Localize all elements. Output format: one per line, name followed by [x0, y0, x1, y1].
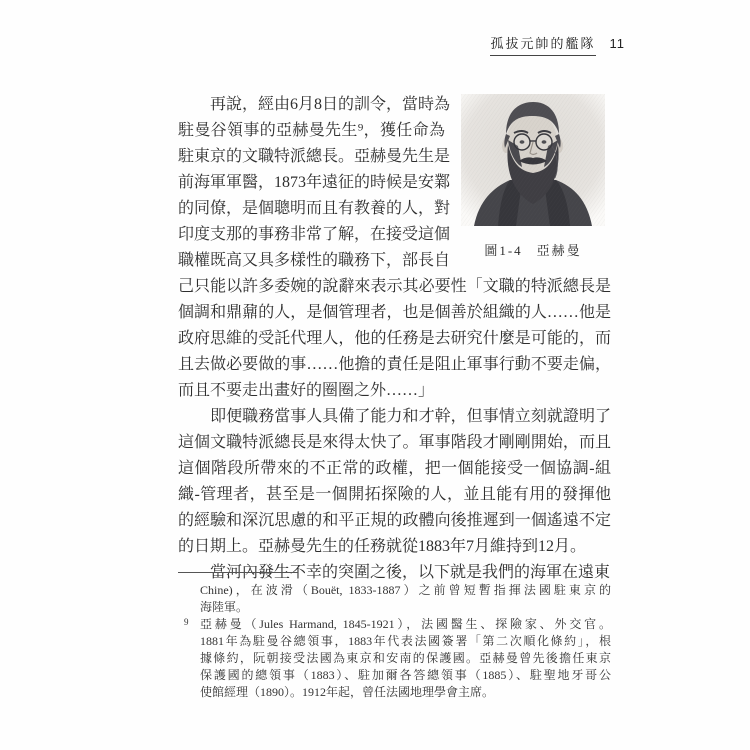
figure-caption	[455, 238, 611, 256]
text-line: 駐東京的文職特派總長。亞赫曼先生是	[178, 148, 451, 165]
text-line: 當河內發生不幸的突圍之後，以下就是我們的海軍在遠東	[178, 564, 611, 581]
text-line: 再說，經由6月8日的訓令，當時為	[178, 96, 451, 113]
text-line: 己只能以許多委婉的說辭來表示其必要性「文職的特派總長是	[178, 278, 611, 295]
text-line: 這個階段所帶來的不正常的政權，把一個能接受一個協調-組	[178, 460, 611, 477]
text-line: 保護國的總領事（1883）、駐加爾各答總領事（1885）、駐聖地牙哥公	[200, 668, 611, 682]
running-header	[0, 33, 625, 56]
running-title: 孤拔元帥的艦隊	[490, 33, 595, 56]
text-line: 且去做必要做的事……他擔的責任是阻止軍事行動不要走偏，	[178, 356, 611, 373]
text-line: 的經驗和深沉思慮的和平正規的政體向後推遲到一個遙遠不定	[178, 512, 611, 529]
text-line: 這個文職特派總長是來得太快了。軍事階段才剛剛開始，而且	[178, 434, 611, 451]
figure-subject-name: 亞赫曼	[536, 243, 582, 258]
body-text	[178, 92, 611, 586]
figure-label: 圖1-4	[484, 243, 523, 258]
text-line: 而且不要走出畫好的圈圈之外……」	[178, 382, 435, 399]
footnotes-section	[178, 572, 611, 701]
text-line: 據條約，阮朝接受法國為東京和安南的保護國。亞赫曼曾先後擔任東京	[200, 651, 611, 665]
text-line: 1881年為駐曼谷總領事，1883年代表法國簽署「第二次順化條約」，根	[200, 634, 611, 648]
text-line: 的同僚，是個聰明而且有教養的人，對	[178, 200, 451, 217]
paragraph-2	[178, 404, 611, 560]
text-line: 織-管理者，甚至是一個開拓探險的人，並且能有用的發揮他	[178, 486, 611, 503]
text-line: 的日期上。亞赫曼先生的任務就從1883年7月維持到12月。	[178, 538, 587, 555]
text-line: 前海軍軍醫，1873年遠征的時候是安鄴	[178, 174, 451, 191]
text-line: 即便職務當事人具備了能力和才幹，但事情立刻就證明了	[178, 408, 611, 425]
text-line: 使館經理（1890）。1912年起，曾任法國地理學會主席。	[200, 685, 495, 699]
text-line: 個調和鼎鼐的人，是個管理者，也是個善於組織的人……他是	[178, 304, 611, 321]
page-number: 11	[609, 36, 625, 51]
portrait-figure	[455, 94, 611, 256]
footnote-9-marker: 9	[184, 617, 189, 627]
text-line: 職權既高又具多樣性的職務下，部長自	[178, 252, 451, 269]
text-line: Chine)，在波滑（Bouët, 1833-1887）之前曾短暫指揮法國駐東京的	[200, 583, 611, 597]
footnote-9	[178, 616, 611, 701]
text-line: 海陸軍。	[200, 600, 249, 614]
footnote-continuation	[178, 582, 611, 616]
footnote-separator-rule	[178, 572, 298, 573]
portrait-engraving-image	[458, 94, 608, 232]
text-line: 印度支那的事務非常了解，在接受這個	[178, 226, 451, 243]
text-line: 政府思維的受託代理人，他的任務是去研究什麼是可能的，而	[178, 330, 611, 347]
text-line: 亞赫曼（Jules Harmand, 1845-1921），法國醫生、探險家、外交官。	[200, 617, 611, 631]
footnote-9-body	[200, 616, 611, 701]
text-line: 駐曼谷領事的亞赫曼先生⁹，獲任命為	[178, 122, 445, 139]
